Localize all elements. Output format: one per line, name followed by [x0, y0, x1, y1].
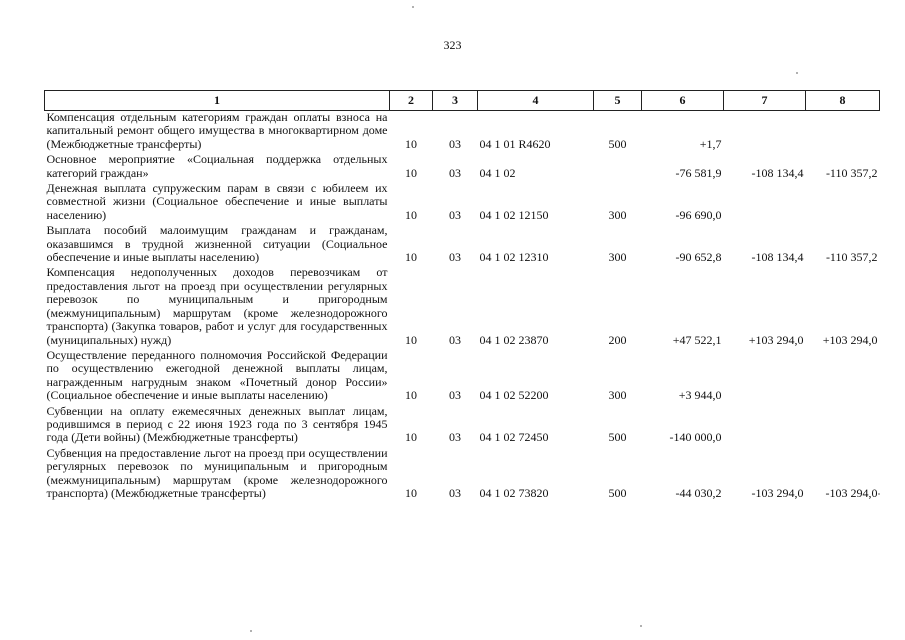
row-expense-type: 200: [608, 332, 627, 347]
row-expense-type: 500: [608, 430, 627, 445]
row-expense-type: [594, 153, 642, 182]
table-row: [45, 224, 880, 266]
header-col-5: 5: [594, 91, 642, 111]
row-subsection: 03: [449, 207, 461, 222]
row-amount-2: -103 294,0: [751, 485, 804, 500]
row-target-code: 04 1 02 23870: [479, 332, 549, 347]
scan-speck: [250, 630, 252, 632]
header-col-2: 2: [390, 91, 433, 111]
table-row: [45, 182, 880, 224]
row-amount-3: [806, 182, 880, 224]
table-row: [45, 153, 880, 182]
row-description: Субвенции на оплату ежемесячных денежных выплат лицам, родившимся в период с 22 июня 1923 года по 3 сентября 1945 года (Дети войны) (Межбюджетные трансферты): [46, 403, 388, 445]
row-target-code: 04 1 01 R4620: [479, 136, 551, 151]
row-subsection: 03: [449, 332, 461, 347]
row-section: 10: [405, 250, 417, 265]
row-description: Субвенция на предоставление льгот на проезд при осуществлении регулярных перевозок по муниципальным и пригородным (межмуниципальным) маршрутам (кроме железнодорожного транспорта) (Межбюджетные трансферты): [46, 445, 388, 500]
row-amount-2: [724, 182, 806, 224]
row-amount-2: -108 134,4: [751, 165, 804, 180]
table-header-row: [45, 91, 880, 111]
row-target-code: 04 1 02 73820: [479, 485, 549, 500]
table-row: [45, 266, 880, 348]
row-expense-type: 500: [608, 485, 627, 500]
row-description: Осуществление переданного полномочия Российской Федерации по осуществлению ежегодной денежной выплаты лицам, награжденным нагрудным знаком «Почетный донор России» (Социальное обеспечение и иные выплаты населению): [46, 347, 388, 403]
table-row: [45, 405, 880, 447]
row-target-code: 04 1 02: [479, 165, 516, 180]
header-col-4: 4: [478, 91, 594, 111]
row-section: 10: [405, 207, 417, 222]
row-section: 10: [405, 165, 417, 180]
row-amount-1: +47 522,1: [672, 332, 722, 347]
row-amount-2: -108 134,4: [751, 250, 804, 265]
row-description: Выплата пособий малоимущим гражданам и гражданам, оказавшимся в трудной жизненной ситуации (Социальное обеспечение и иные выплаты населению): [46, 223, 388, 265]
row-amount-3: [806, 405, 880, 447]
row-description: Основное мероприятие «Социальная поддержка отдельных категорий граждан»: [46, 152, 388, 180]
row-amount-1: +1,7: [699, 136, 722, 151]
row-section: 10: [405, 388, 417, 403]
row-expense-type: 300: [608, 250, 627, 265]
row-subsection: 03: [449, 165, 461, 180]
row-amount-1: -90 652,8: [675, 250, 722, 265]
row-subsection: 03: [449, 485, 461, 500]
row-amount-3: -103 294,0: [825, 485, 878, 500]
row-section: 10: [405, 136, 417, 151]
header-col-1: 1: [45, 91, 390, 111]
row-subsection: 03: [449, 136, 461, 151]
scan-speck: [412, 6, 414, 8]
row-section: 10: [405, 332, 417, 347]
row-amount-2: [724, 405, 806, 447]
row-expense-type: 300: [608, 207, 627, 222]
row-amount-1: -76 581,9: [675, 165, 722, 180]
row-description: Компенсация отдельным категориям граждан оплаты взноса на капитальный ремонт общего имущества в многоквартирном доме (Межбюджетные трансферты): [46, 110, 388, 151]
table-row: [45, 349, 880, 405]
row-subsection: 03: [449, 430, 461, 445]
row-description: Денежная выплата супружеским парам в связи с юбилеем их совместной жизни (Социальное обеспечение и иные выплаты населению): [46, 181, 388, 222]
row-expense-type: 300: [608, 388, 627, 403]
row-target-code: 04 1 02 72450: [479, 430, 549, 445]
row-amount-3: [806, 111, 880, 154]
header-col-8: 8: [806, 91, 880, 111]
row-amount-1: -140 000,0: [669, 430, 722, 445]
header-col-3: 3: [433, 91, 478, 111]
row-amount-3: +103 294,0: [822, 332, 878, 347]
row-expense-type: 500: [608, 136, 627, 151]
row-amount-3: [806, 349, 880, 405]
row-amount-1: +3 944,0: [678, 388, 722, 403]
scan-speck: [640, 625, 642, 627]
row-description: Компенсация недополученных доходов перевозчикам от предоставления льгот на проезд при осуществлении регулярных перевозок по муниципальным и пригородным (межмуниципальным) маршрутам (кроме железнодорожного транспорта) (Закупка товаров, работ и услуг для государственных (муниципальных) нужд): [46, 265, 388, 347]
row-subsection: 03: [449, 250, 461, 265]
row-amount-2: [724, 111, 806, 154]
row-amount-2: +103 294,0: [748, 332, 804, 347]
row-target-code: 04 1 02 12310: [479, 250, 549, 265]
row-section: 10: [405, 485, 417, 500]
row-subsection: 03: [449, 388, 461, 403]
row-amount-1: -44 030,2: [675, 485, 722, 500]
row-section: 10: [405, 430, 417, 445]
scan-speck: [878, 493, 880, 495]
scan-speck: [796, 72, 798, 74]
row-target-code: 04 1 02 12150: [479, 207, 549, 222]
header-col-6: 6: [642, 91, 724, 111]
row-amount-3: -110 357,2: [825, 165, 878, 180]
header-col-7: 7: [724, 91, 806, 111]
budget-table: [44, 90, 880, 502]
row-amount-3: -110 357,2: [825, 250, 878, 265]
row-target-code: 04 1 02 52200: [479, 388, 549, 403]
table-row: [45, 111, 880, 154]
row-amount-2: [724, 349, 806, 405]
page-number: 323: [443, 38, 462, 52]
row-amount-1: -96 690,0: [675, 207, 722, 222]
table-row: [45, 447, 880, 503]
